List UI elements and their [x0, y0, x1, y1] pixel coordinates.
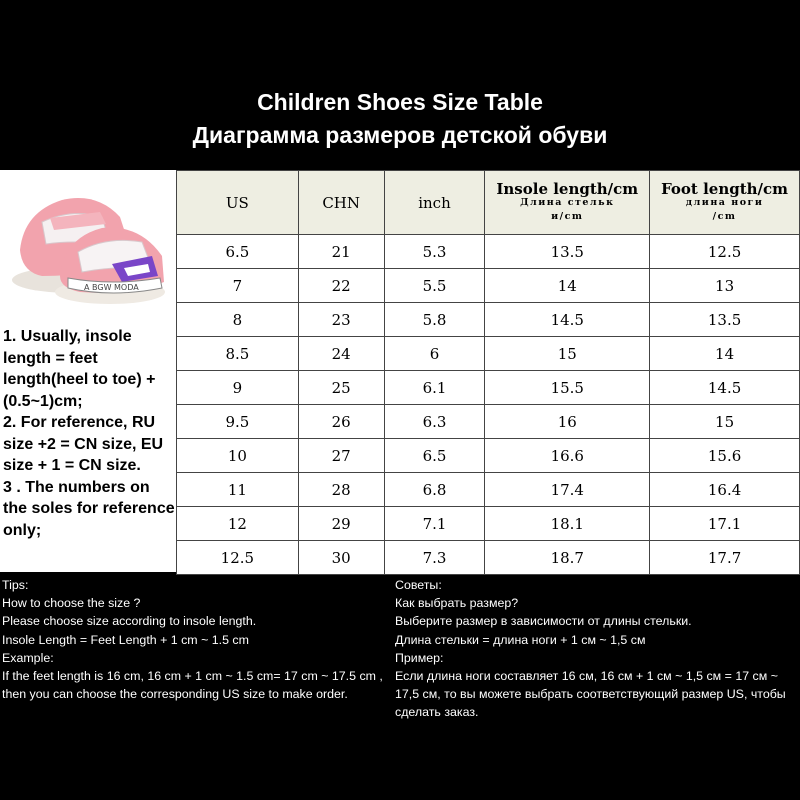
cell-inch: 6.8	[384, 473, 485, 507]
cell-insole: 13.5	[485, 235, 650, 269]
cell-us: 8	[177, 303, 299, 337]
cell-foot: 16.4	[650, 473, 800, 507]
header-foot	[650, 171, 800, 235]
page-title	[0, 86, 800, 152]
table-row	[177, 473, 800, 507]
cell-insole: 16.6	[485, 439, 650, 473]
table-row	[177, 371, 800, 405]
cell-us: 12	[177, 507, 299, 541]
table-row	[177, 439, 800, 473]
tips-question-en: How to choose the size ?	[2, 596, 141, 611]
note-insole: 1. Usually, insole length = feet length(heel to toe) + (0.5~1)cm;	[3, 328, 156, 410]
cell-insole: 14.5	[485, 303, 650, 337]
cell-us: 8.5	[177, 337, 299, 371]
cell-foot: 15	[650, 405, 800, 439]
header-insole-ru: Длина стельк	[520, 196, 615, 208]
cell-chn: 27	[298, 439, 384, 473]
cell-inch: 6	[384, 337, 485, 371]
tips-example-ru: Если длина ноги составляет 16 см, 16 см + 1 см ~ 1,5 см = 17 см ~ 17,5 см, то вы можете выбрать соответствующий размер US, чтобы сделать заказ.	[395, 669, 786, 720]
tips-instruction-ru: Выберите размер в зависимости от длины стельки.	[395, 614, 692, 629]
table-body	[177, 235, 800, 575]
cell-us: 6.5	[177, 235, 299, 269]
header-foot-ru-cont: /cm	[712, 210, 737, 222]
cell-insole: 14	[485, 269, 650, 303]
header-foot-en: Foot length/cm	[661, 179, 789, 198]
cell-insole: 15	[485, 337, 650, 371]
header-chn: CHN	[298, 171, 384, 235]
cell-us: 11	[177, 473, 299, 507]
tips-instruction-en: Please choose size according to insole length.	[2, 614, 257, 629]
cell-chn: 30	[298, 541, 384, 575]
tips-example-label-en: Example:	[2, 650, 54, 665]
cell-foot: 15.6	[650, 439, 800, 473]
cell-foot: 13.5	[650, 303, 800, 337]
header-foot-ru: длина ноги	[685, 196, 764, 208]
cell-chn: 22	[298, 269, 384, 303]
title-english: Children Shoes Size Table	[257, 89, 543, 115]
cell-insole: 18.1	[485, 507, 650, 541]
cell-foot: 14.5	[650, 371, 800, 405]
header-insole	[485, 171, 650, 235]
tips-russian	[395, 576, 800, 722]
cell-inch: 6.5	[384, 439, 485, 473]
title-russian: Диаграмма размеров детской обуви	[192, 122, 608, 148]
cell-inch: 6.3	[384, 405, 485, 439]
cell-chn: 25	[298, 371, 384, 405]
tips-example-label-ru: Пример:	[395, 650, 444, 665]
table-header-row	[177, 171, 800, 235]
cell-foot: 14	[650, 337, 800, 371]
tips-english	[2, 576, 388, 703]
table-row	[177, 269, 800, 303]
cell-chn: 21	[298, 235, 384, 269]
cell-inch: 7.1	[384, 507, 485, 541]
cell-us: 12.5	[177, 541, 299, 575]
header-insole-ru-cont: и/cm	[551, 210, 584, 222]
tips-formula-en: Insole Length = Feet Length + 1 cm ~ 1.5 cm	[2, 632, 249, 647]
header-us: US	[177, 171, 299, 235]
cell-foot: 17.7	[650, 541, 800, 575]
cell-us: 7	[177, 269, 299, 303]
cell-chn: 29	[298, 507, 384, 541]
svg-text:A BGW MODA: A BGW MODA	[84, 283, 139, 292]
cell-chn: 23	[298, 303, 384, 337]
cell-inch: 7.3	[384, 541, 485, 575]
header-inch: inch	[384, 171, 485, 235]
cell-us: 10	[177, 439, 299, 473]
cell-insole: 18.7	[485, 541, 650, 575]
cell-insole: 17.4	[485, 473, 650, 507]
size-notes	[3, 326, 175, 541]
cell-inch: 6.1	[384, 371, 485, 405]
table-row	[177, 303, 800, 337]
tips-label-ru: Советы:	[395, 578, 442, 592]
cell-insole: 16	[485, 405, 650, 439]
cell-chn: 26	[298, 405, 384, 439]
tips-formula-ru: Длина стельки = длина ноги + 1 см ~ 1,5 см	[395, 632, 646, 647]
table-row	[177, 405, 800, 439]
left-panel	[0, 170, 176, 572]
tips-question-ru: Как выбрать размер?	[395, 596, 519, 611]
cell-foot: 17.1	[650, 507, 800, 541]
tips-label-en: Tips:	[2, 578, 29, 592]
cell-us: 9	[177, 371, 299, 405]
cell-us: 9.5	[177, 405, 299, 439]
table-row	[177, 541, 800, 575]
cell-foot: 13	[650, 269, 800, 303]
cell-chn: 24	[298, 337, 384, 371]
tips-example-en: If the feet length is 16 cm, 16 cm + 1 cm ~ 1.5 cm= 17 cm ~ 17.5 cm , then you can choose the corresponding US size to make order.	[2, 669, 383, 702]
header-insole-en: Insole length/cm	[496, 179, 639, 198]
shoe-image	[2, 172, 170, 312]
cell-insole: 15.5	[485, 371, 650, 405]
note-ru-eu: 2. For reference, RU size +2 = CN size, EU size + 1 = CN size.	[3, 414, 164, 474]
table-row	[177, 337, 800, 371]
cell-inch: 5.5	[384, 269, 485, 303]
cell-inch: 5.3	[384, 235, 485, 269]
cell-inch: 5.8	[384, 303, 485, 337]
note-soles: 3 . The numbers on the soles for reference only;	[3, 478, 175, 539]
cell-foot: 12.5	[650, 235, 800, 269]
cell-chn: 28	[298, 473, 384, 507]
table-row	[177, 507, 800, 541]
size-table	[176, 170, 800, 575]
table-row	[177, 235, 800, 269]
